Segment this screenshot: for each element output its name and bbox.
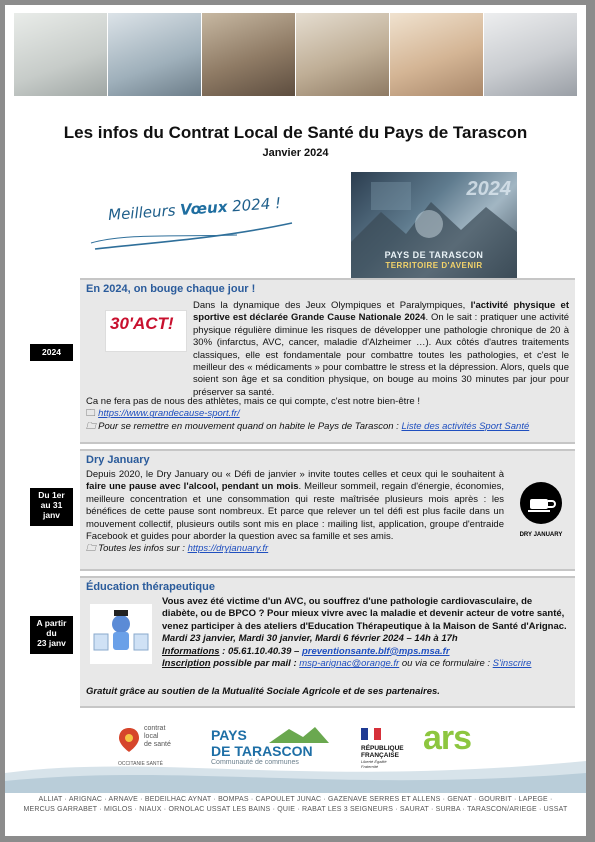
rf-motto: Liberté Égalité Fraternité [361, 759, 387, 769]
greeting-swirl [87, 213, 312, 255]
page-subtitle: Janvier 2024 [262, 147, 329, 159]
photo-pills [484, 13, 577, 96]
hero-image [351, 172, 517, 278]
marianne-icon [361, 728, 381, 740]
section-title: Dry January [86, 454, 150, 466]
rf-text [361, 745, 421, 759]
text: RÉPUBLIQUE [361, 745, 404, 752]
section-body [86, 469, 504, 556]
section-2-date-label [30, 488, 73, 526]
sport-sante-link[interactable]: Liste des activités Sport Santé [401, 420, 530, 432]
text: contrat [144, 725, 166, 732]
cls-logo-text [144, 725, 171, 749]
location-pin-icon [118, 727, 140, 753]
pays-tarascon-logo [211, 725, 341, 773]
education-illustration [90, 604, 152, 664]
republique-francaise-logo [361, 727, 421, 773]
section-1-date-label [30, 344, 73, 361]
date-label-text: Du 1er [38, 490, 65, 500]
text-bold: l'activité physique et sportive est déclarée Grande Cause Nationale 2024 [193, 300, 569, 324]
section-dry-january [80, 449, 575, 571]
grandecause-link[interactable]: https://www.grandecause-sport.fr/ [98, 408, 240, 420]
pays-logo-line-1: PAYS [211, 727, 247, 743]
photo-child [296, 13, 389, 96]
funding-line [86, 686, 570, 698]
page-title: Les infos du Contrat Local de Santé du Pays de Tarascon [63, 123, 528, 142]
text: de santé [144, 741, 171, 748]
section-title: Éducation thérapeutique [86, 581, 215, 593]
photo-meeting [202, 13, 295, 96]
section-3-date-label [30, 616, 73, 654]
info-label: Informations [162, 645, 220, 657]
section-sport [80, 278, 575, 444]
text: Toutes les infos sur : [98, 543, 188, 555]
text-bold: Mardi 23 janvier, Mardi 30 janvier, Mardi 6 février 2024 – 14h à 17h [162, 633, 458, 645]
dry-january-logo-caption: DRY JANUARY [519, 532, 563, 539]
inscription-label: Inscription [162, 658, 211, 670]
cup-icon [516, 481, 566, 525]
paragraph [193, 300, 569, 399]
hero-caption-2: TERRITOIRE D'AVENIR [385, 261, 483, 270]
dryjanuary-link[interactable]: https://dryjanuary.fr [187, 543, 269, 555]
dry-january-logo [516, 481, 566, 539]
text: FRANÇAISE [361, 752, 399, 759]
ars-logo-text: ars [423, 719, 472, 757]
text-bold: faire une pause avec l'alcool, pendant un mois [86, 481, 299, 493]
prevention-email-link[interactable]: preventionsante.blf@mps.msa.fr [301, 645, 450, 657]
link-line [86, 408, 570, 420]
section-body [193, 300, 569, 399]
greeting-prefix: Meilleurs [107, 201, 177, 225]
photo-keyboard [14, 13, 107, 96]
dates-line [162, 633, 570, 645]
hero-caption-1: PAYS DE TARASCON [384, 250, 484, 260]
pays-logo-line-2: DE TARASCON [211, 743, 313, 759]
greeting-bold: Vœux [179, 197, 229, 219]
photo-hands [390, 13, 483, 96]
section-body [162, 596, 570, 670]
paragraph [86, 469, 504, 543]
text: Dans la dynamique des Jeux Olympiques et Paralympiques, [193, 300, 471, 311]
photo-stethoscope [108, 13, 201, 96]
text: local [144, 733, 159, 740]
section-title: En 2024, on bouge chaque jour ! [86, 283, 256, 295]
arignac-email-link[interactable]: msp-arignac@orange.fr [299, 658, 400, 670]
date-label-text: janv [42, 510, 60, 520]
hero-year: 2024 [466, 178, 511, 200]
date-label-text: 2024 [42, 347, 61, 357]
section-education-therapeutique [80, 576, 575, 708]
text: Gratuit grâce au soutien de la Mutualité Sociale Agricole et de ses partenaires. [86, 686, 440, 697]
inscription-form-link[interactable]: S'inscrire [492, 658, 532, 670]
footer-logos [5, 719, 586, 779]
closing-line: Ca ne fera pas de nous des athlètes, mais ce qui compte, c'est notre bien-être ! [86, 396, 420, 407]
sport-logo [105, 310, 187, 352]
ars-logo [423, 719, 483, 769]
date-label-text: du [46, 628, 57, 638]
text: Pour se remettre en mouvement quand on habite le Pays de Tarascon : [98, 420, 402, 432]
text: Depuis 2020, le Dry January ou « Défi de janvier » invite toutes celles et ceux qui le souhaitent à [86, 469, 504, 480]
text: possible par mail : [210, 658, 300, 670]
footer-town-list [5, 795, 586, 815]
date-label-text: au 31 [40, 500, 63, 510]
cls-logo-sub: OCCITANIE SANTÉ [118, 761, 163, 767]
text: . Meilleur sommeil, regain d'énergie, économies, meilleure concentration et une consommation qui reste maîtrisée plusieurs mois après : les bénéfices de cette pause sont nombreux. Et parce que relever un tel défi est plus facile dans un mouvement collectif, plusieurs outils sont mis en place : mailing list, application, groupe d'entraide Facebook et guides pour aborder la question avec sa famille et ses amis. [86, 481, 504, 543]
text: . On le sait : pratiquer une activité physique régulière diminue les risques de développer une pathologie chronique de 20 à 30% (infarctus, AVC, cancer, maladie d'Alzheimer …). Aux côtés d'autres traitements classiques, elle est fondamentale pour combattre toutes les pathologies, et c'est le meilleur des « médicaments » pour combattre le stress et la dépression. Alors, quels que soient son âge et sa condition physique, on bouge au moins 30 minutes par jour pour préserver sa santé. [193, 312, 569, 398]
date-label-text: 23 janv [37, 638, 66, 648]
link-line [86, 543, 504, 555]
info-line [162, 646, 570, 658]
resource-line [86, 421, 570, 433]
sport-logo-text: 30'ACT! [110, 314, 174, 333]
paragraph [162, 596, 570, 633]
section-footer-lines [86, 396, 570, 433]
folder-icon: 🗀 [86, 420, 96, 432]
towns-line-1: ALLIAT · ARIGNAC · ARNAVE · BEDEILHAC AYNAT · BOMPAS · CAPOULET JUNAC · GAZENAVE SERRES ET ALLENS · GENAT · GOURBIT · LAPEGE · [38, 796, 553, 803]
folder-icon: 🗀 [86, 408, 96, 420]
pays-logo-sub: Communauté de communes [211, 759, 299, 766]
folder-icon: 🗀 [86, 543, 96, 555]
header-photo-banner [14, 13, 577, 96]
mountain-icon [269, 725, 329, 743]
text: ou via ce formulaire : [399, 658, 493, 670]
text: : 05.61.10.40.39 – [219, 645, 302, 657]
greeting-suffix: 2024 ! [231, 193, 282, 216]
cls-logo [118, 725, 198, 773]
date-label-text: A partir [36, 618, 67, 628]
newsletter-page [5, 5, 586, 836]
mascot-icon [90, 604, 152, 664]
text-bold: Vous avez été victime d'un AVC, ou souffrez d'une pathologie cardiovasculaire, de diabète, ou de BPCO ? Pour mieux vivre avec la maladie et devenir acteur de votre santé, venez participer à des ateliers d'Education Thérapeutique à la Maison de Santé d'Arignac. [162, 596, 567, 632]
inscription-line [162, 658, 570, 670]
towns-line-2: MERCUS GARRABET · MIGLOS · NIAUX · ORNOLAC USSAT LES BAINS · QUIE · RABAT LES 3 SEIGNEURS · SAURAT · SURBA · TARASCON/ARIEGE · USSAT [23, 806, 568, 813]
